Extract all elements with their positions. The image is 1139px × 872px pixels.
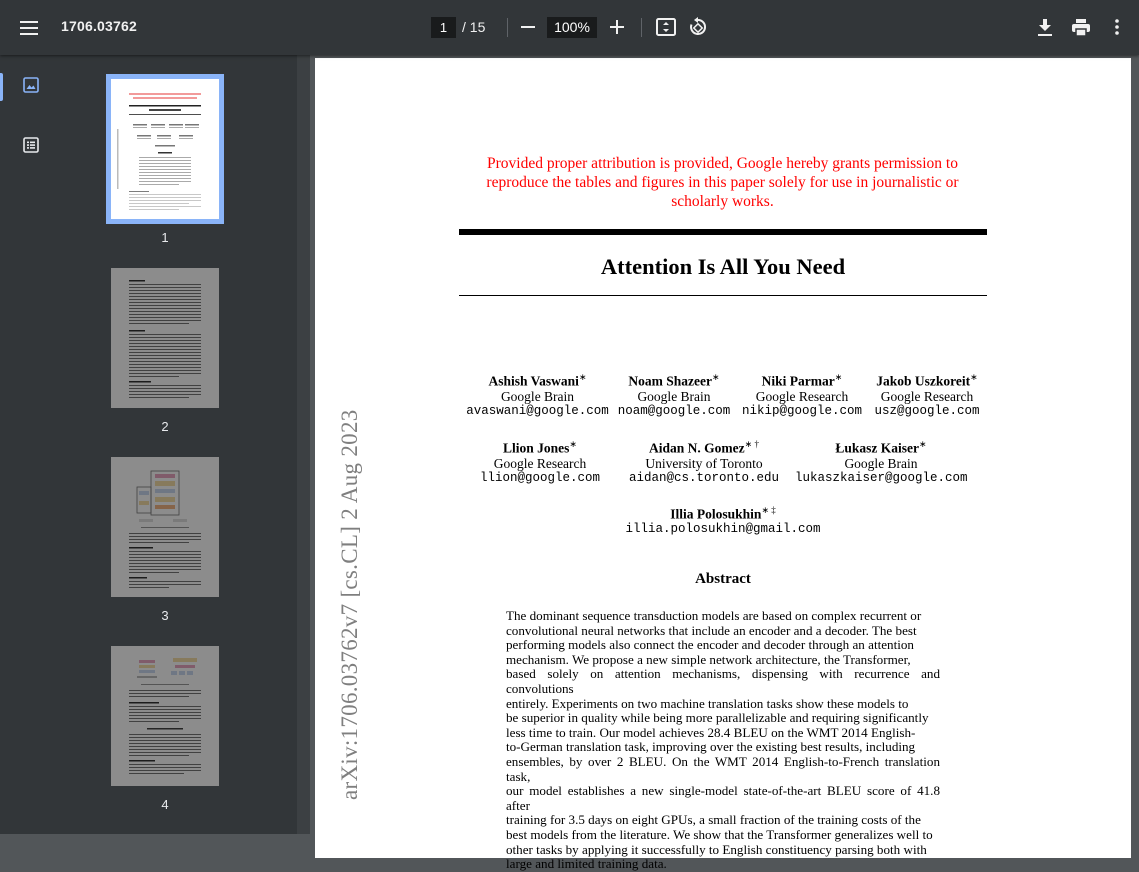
abstract-line: The dominant sequence transduction models are based on complex recurrent or xyxy=(506,608,922,623)
author-email: aidan@cs.toronto.edu xyxy=(628,470,780,485)
author-block xyxy=(621,437,787,486)
author-block xyxy=(795,437,967,486)
author-name: Illia Polosukhin xyxy=(670,506,762,522)
rotate-icon xyxy=(688,17,708,37)
thumbnail-page-preview xyxy=(111,646,219,786)
author-mark: ∗ † xyxy=(744,439,759,449)
download-icon xyxy=(1038,19,1052,36)
author-mark: ∗ xyxy=(712,372,720,382)
pdf-page-1 xyxy=(315,58,1131,872)
author-mark: ∗ xyxy=(569,439,577,449)
image-icon xyxy=(23,77,39,93)
abstract-line: our model establishes a new single-model state-of-the-art BLEU score of 41.8 after xyxy=(506,783,940,813)
abstract-line: training for 3.5 days on eight GPUs, a small fraction of the training costs of the xyxy=(506,812,921,828)
abstract-line: performing models also connect the encoder and decoder through an attention xyxy=(506,637,914,653)
author-name: Niki Parmar xyxy=(761,373,835,389)
hamburger-icon xyxy=(20,21,38,35)
thumbnail-label: 1 xyxy=(161,230,169,245)
title-rule-bottom xyxy=(459,295,987,296)
download-button[interactable] xyxy=(1032,14,1058,40)
zoom-in-button[interactable] xyxy=(604,14,630,40)
permission-notice: Provided proper attribution is provided, Google hereby grants permission to reproduce the tables and figures in this paper solely for use in journalistic or scholarly works. xyxy=(486,155,959,210)
thumbnail-label: 3 xyxy=(161,608,169,623)
pdf-toolbar xyxy=(0,0,1139,55)
abstract-line: be superior in quality while being more parallelizable and requiring significantly xyxy=(506,710,929,726)
author-affiliation: Google Research xyxy=(880,388,974,404)
minus-icon xyxy=(521,26,535,28)
abstract-heading: Abstract xyxy=(695,571,751,587)
thumbnail-sidebar xyxy=(0,55,297,834)
page-thumbnail-1[interactable] xyxy=(111,79,219,219)
abstract-line: less time to train. Our model achieves 28.4 BLEU on the WMT 2014 English- xyxy=(506,724,916,740)
thumbnail-page-preview xyxy=(111,457,219,597)
page-thumbnail-2[interactable] xyxy=(111,268,219,408)
abstract-line: entirely. Experiments on two machine translation tasks show these models to xyxy=(506,695,909,711)
author-mark: ∗ xyxy=(834,372,843,382)
author-email: noam@google.com xyxy=(617,403,731,418)
document-title: 1706.03762 xyxy=(61,18,137,34)
author-email: illia.polosukhin@gmail.com xyxy=(625,521,821,536)
zoom-input[interactable]: 100% xyxy=(547,17,597,38)
page-number-input[interactable]: 1 xyxy=(431,17,456,38)
thumbnail-page-preview xyxy=(111,79,219,219)
author-block xyxy=(475,437,605,486)
author-name: Llion Jones xyxy=(503,440,570,456)
toolbar-divider xyxy=(641,18,642,37)
page-total: / 15 xyxy=(462,19,486,35)
arxiv-stamp: arXiv:1706.03762v7 [cs.CL] 2 Aug 2023 xyxy=(337,409,362,800)
page-thumbnail-3[interactable] xyxy=(111,457,219,597)
thumbnail-label: 4 xyxy=(161,797,169,812)
zoom-out-button[interactable] xyxy=(515,14,541,40)
abstract-line: best models from the literature. We show that the Transformer generalizes well to xyxy=(506,826,933,842)
author-name: Jakob Uszkoreit xyxy=(876,373,971,389)
author-affiliation: Google Research xyxy=(493,455,587,471)
abstract-line: other tasks by applying it successfully to English constituency parsing both with xyxy=(506,841,927,857)
author-email: usz@google.com xyxy=(874,403,980,418)
author-block xyxy=(608,370,740,419)
abstract-line: large and limited training data. xyxy=(506,856,667,872)
abstract-text xyxy=(506,609,940,872)
author-mark: ∗ xyxy=(970,372,978,382)
plus-icon xyxy=(610,20,624,34)
author-mark: ∗ xyxy=(578,372,587,382)
author-mark: ∗ ‡ xyxy=(761,505,776,515)
sidebar-nav xyxy=(0,55,62,834)
more-actions-button[interactable] xyxy=(1104,14,1130,40)
author-email: nikip@google.com xyxy=(741,403,863,418)
thumbnails-view-button[interactable] xyxy=(14,68,48,102)
sidebar-scrollbar[interactable] xyxy=(297,55,310,834)
author-affiliation: Google Brain xyxy=(637,388,711,404)
title-rule-top xyxy=(459,229,987,235)
print-button[interactable] xyxy=(1068,14,1094,40)
author-affiliation: Google Brain xyxy=(500,388,575,404)
author-name: Noam Shazeer xyxy=(628,373,713,389)
list-icon xyxy=(23,137,39,153)
thumbnail-label: 2 xyxy=(161,419,169,434)
paper-title: Attention Is All You Need xyxy=(600,254,846,279)
outline-view-button[interactable] xyxy=(14,128,48,162)
author-block xyxy=(615,503,831,537)
author-name: Łukasz Kaiser xyxy=(835,440,920,456)
rotate-button[interactable] xyxy=(685,14,711,40)
author-email: lukaszkaiser@google.com xyxy=(795,470,968,485)
abstract-line: mechanism. We propose a new simple network architecture, the Transformer, xyxy=(506,651,911,667)
author-block xyxy=(465,370,610,419)
author-affiliation: Google Brain xyxy=(844,455,918,471)
author-block xyxy=(865,370,989,419)
abstract-line: convolutional neural networks that include an encoder and a decoder. The best xyxy=(506,622,917,638)
author-name: Ashish Vaswani xyxy=(488,373,579,389)
author-affiliation: University of Toronto xyxy=(645,455,763,471)
author-email: llion@google.com xyxy=(479,470,601,485)
author-mark: ∗ xyxy=(919,439,927,449)
author-email: avaswani@google.com xyxy=(466,403,609,418)
more-vert-icon xyxy=(1115,19,1119,35)
menu-button[interactable] xyxy=(14,13,44,43)
author-affiliation: Google Research xyxy=(755,388,849,404)
abstract-line: ensembles, by over 2 BLEU. On the WMT 2014 English-to-French translation task, xyxy=(506,753,940,784)
abstract-line: to-German translation task, improving over the existing best results, including xyxy=(506,739,916,755)
fit-page-button[interactable] xyxy=(653,14,679,40)
thumbnail-page-preview xyxy=(111,268,219,408)
author-name: Aidan N. Gomez xyxy=(649,440,745,456)
author-block xyxy=(739,370,865,419)
fit-to-page-icon xyxy=(656,18,676,36)
toolbar-divider xyxy=(507,18,508,37)
page-thumbnail-4[interactable] xyxy=(111,646,219,786)
abstract-line: based solely on attention mechanisms, dispensing with recurrence and convolutions xyxy=(506,666,940,696)
print-icon xyxy=(1072,19,1090,36)
